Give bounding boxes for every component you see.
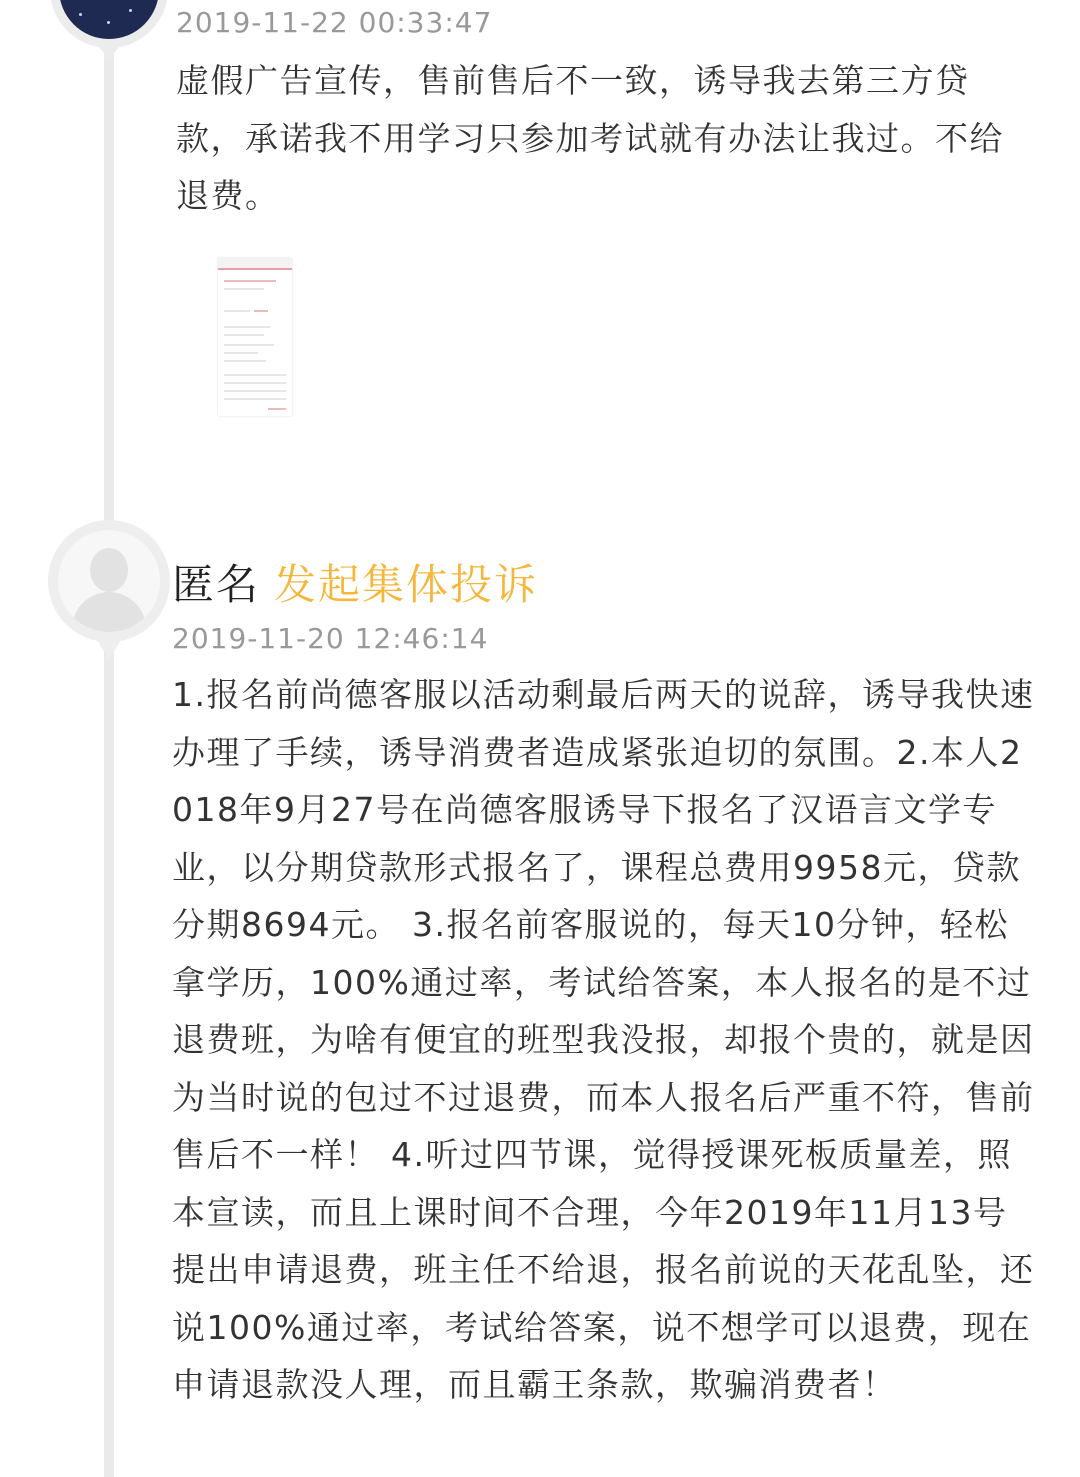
anonymous-avatar[interactable] <box>48 520 170 642</box>
complaint-timestamp: 2019-11-20 12:46:14 <box>172 622 489 655</box>
user-avatar[interactable] <box>50 0 168 48</box>
avatar-pointer <box>96 638 122 660</box>
author-name: 匿名 <box>172 560 261 609</box>
avatar-image <box>59 0 159 39</box>
avatar-pointer <box>97 44 121 60</box>
complaint-timestamp: 2019-11-22 00:33:47 <box>176 6 493 39</box>
complaint-text: 1.报名前尚德客服以活动剩最后两天的说辞，诱导我快速办理了手续，诱导消费者造成紧张迫切的氛围。2.本人2018年9月27号在尚德客服诱导下报名了汉语言文学专业，以分期贷款形式报名了，课程总费用9958元，贷款分期8694元。 3.报名前客服说的，每天10分钟，轻松拿学历，100%通过率，考试给答案，本人报名的是不过退费班，为啥有便宜的班型我没报，却报个贵的，就是因为当时说的包过不过退费，而本人报名后严重不符，售前售后不一样！ 4.听过四节课，觉得授课死板质量差，照本宣读，而且上课时间不合理，今年2019年11月13号提出申请退费，班主任不给退，报名前说的天花乱坠，还说100%通过率，考试给答案，说不想学可以退费，现在申请退款没人理，而且霸王条款，欺骗消费者！ <box>172 675 1035 1404</box>
timeline-line <box>104 0 114 1477</box>
anonymous-user-icon <box>58 530 160 632</box>
author-row <box>172 552 538 612</box>
collective-complaint-link[interactable]: 发起集体投诉 <box>274 560 539 609</box>
receipt-thumbnail-icon[interactable] <box>218 258 292 416</box>
complaint-text: 虚假广告宣传，售前售后不一致，诱导我去第三方贷款，承诺我不用学习只参加考试就有办法让我过。不给退费。 <box>176 61 1004 215</box>
